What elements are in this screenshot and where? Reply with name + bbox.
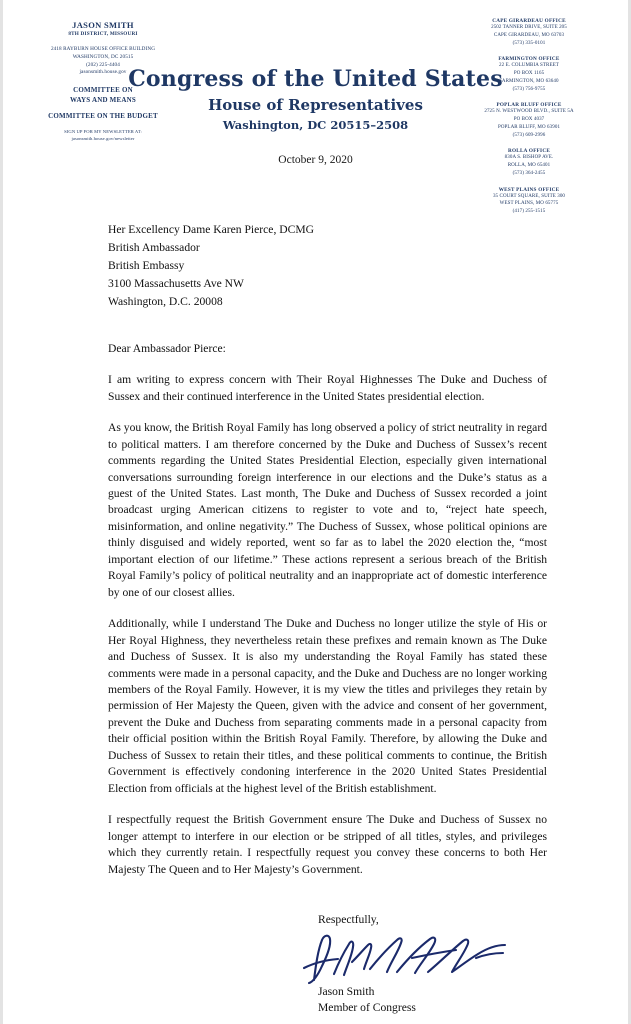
office-west-plains: [455, 187, 603, 216]
newsletter-label: SIGN UP FOR MY NEWSLETTER AT:: [64, 129, 142, 135]
signature-block: [108, 984, 547, 1015]
letter-body: [22, 221, 609, 1016]
office-line: (573) 756-9755: [512, 86, 546, 92]
newsletter-url[interactable]: jasonsmith.house.gov/newsletter: [71, 135, 135, 141]
congress-title: Congress of the United States: [128, 66, 503, 92]
recipient-line: 3100 Massachusetts Ave NW: [108, 276, 244, 290]
office-name: FARMINGTON OFFICE: [498, 56, 560, 63]
office-name: WEST PLAINS OFFICE: [498, 186, 560, 193]
closing-line: Respectfully,: [318, 912, 379, 926]
recipient-line: British Ambassador: [108, 240, 200, 254]
office-name: POPLAR BLUFF OFFICE: [496, 102, 562, 109]
recipient-line: Washington, D.C. 20008: [108, 294, 223, 308]
signature-area: [108, 928, 547, 984]
office-line: 2725 N. WESTWOOD BLVD., SUITE 5A: [484, 109, 574, 115]
office-line: CAPE GIRARDEAU, MO 63703: [493, 32, 565, 38]
dc-address-website[interactable]: jasonsmith.house.gov: [79, 69, 127, 76]
office-poplar-bluff: [455, 102, 603, 139]
signer-name: Jason Smith: [318, 985, 375, 999]
office-line: 35 COURT SQUARE, SUITE 300: [492, 193, 566, 199]
salutation: Dear Ambassador Pierce:: [108, 341, 226, 355]
office-line: (573) 364-2455: [512, 170, 546, 176]
signer-title: Member of Congress: [318, 1001, 416, 1015]
house-title: House of Representatives: [208, 96, 423, 114]
office-line: 830A S. BISHOP AVE.: [504, 155, 554, 161]
office-line: (573) 335-0101: [512, 40, 546, 46]
office-name: CAPE GIRARDEAU OFFICE: [492, 18, 566, 24]
office-line: FARMINGTON, MO 63640: [499, 78, 559, 84]
office-line: (573) 609-2996: [512, 132, 546, 138]
dc-address-line-2: WASHINGTON, DC 20515: [72, 53, 134, 60]
body-paragraph-1: I am writing to express concern with Their Royal Highnesses The Duke and Duchess of Sussex and their continued interference in the United States presidential election.: [108, 373, 547, 403]
committee-primary-line-2: WAYS AND MEANS: [70, 95, 136, 104]
office-farmington: [455, 56, 603, 93]
committee-secondary: COMMITTEE ON THE BUDGET: [48, 112, 158, 121]
recipient-address-block: [108, 221, 547, 311]
page-left-edge: [0, 0, 3, 1024]
letter-date: October 9, 2020: [278, 154, 353, 166]
office-line: POPLAR BLUFF, MO 63901: [497, 124, 561, 130]
office-line: PO BOX 1165: [513, 71, 545, 76]
handwritten-signature-icon: [300, 928, 530, 986]
office-line: 22 E. COLUMBIA STREET: [499, 63, 559, 69]
body-paragraph-4: I respectfully request the British Government ensure The Duke and Duchess of Sussex no longer attempt to interfere in our election or be stripped of all titles, styles, and privileges which they currently retain. I respectfully request you convey these concerns to both Her Majesty The Queen and to Her Majesty’s Government.: [108, 813, 547, 876]
office-line: WEST PLAINS, MO 65775: [499, 201, 559, 207]
letterhead-right-offices: [455, 18, 603, 225]
office-cape-girardeau: [455, 18, 603, 47]
washington-zip-title: Washington, DC 20515–2508: [222, 118, 409, 132]
letterhead: [22, 14, 609, 214]
office-line: 2502 TANNER DRIVE, SUITE 205: [491, 25, 567, 30]
body-paragraph-3: Additionally, while I understand The Duke and Duchess no longer utilize the style of His or Her Royal Highness, they nevertheless retain these prefixes and remain known as The Duke and Duchess of Sussex. It is also my understanding the Royal Family has stated these comments were made in a personal capacity, and the Duke and Duchess are no longer working members of the Royal Family. However, it is my view the titles and privileges they retain by permission of Her Majesty the Queen, given with the advice and consent of her government, prevent the Duke and Duchess from separating comments made in a personal capacity from their official position within the British Royal Family. Therefore, by allowing the Duke and Duchess of Sussex to retain their titles, and these political comments to continue, the British Government is effectively condoning interference in the 2020 United States Presidential Election from officials at the highest level of the British establishment.: [108, 617, 548, 795]
dc-address-line-1: 2418 RAYBURN HOUSE OFFICE BUILDING: [50, 46, 156, 52]
body-paragraph-2: As you know, the British Royal Family has long observed a policy of strict neutrality in regard to political matters. I am therefore concerned by the Duke and Duchess of Sussex’s recent comments regarding the United States Presidential Election, especially given international conversations surrounding foreign interference in our elections and the Duke’s status as a guest of the United States. Last month, The Duke and Duchess of Sussex recorded a joint broadcast urging American citizens to register to vote and to, “reject hate speech, misinformation, and online negativity.” The Duchess of Sussex, whose political opinions are thinly disguised and widely reported, went so far as to label the 2020 election the, “most important election of our lifetime.” These actions represent a serious breach of the British Royal Family’s policy of political neutrality and an inappropriate act of domestic interference by one of our closest allies.: [108, 421, 547, 599]
office-name: ROLLA OFFICE: [507, 148, 551, 155]
committee-primary-line-1: COMMITTEE ON: [73, 86, 133, 95]
office-line: PO BOX 4037: [513, 117, 545, 122]
recipient-line: Her Excellency Dame Karen Pierce, DCMG: [108, 223, 315, 236]
dc-address-phone: (202) 225-4404: [86, 61, 120, 68]
member-district: 8TH DISTRICT, MISSOURI: [68, 31, 138, 37]
office-line: ROLLA, MO 65401: [507, 163, 551, 168]
office-line: (417) 255-1515: [512, 209, 546, 214]
member-name: JASON SMITH: [72, 20, 134, 30]
recipient-line: British Embassy: [108, 258, 185, 272]
